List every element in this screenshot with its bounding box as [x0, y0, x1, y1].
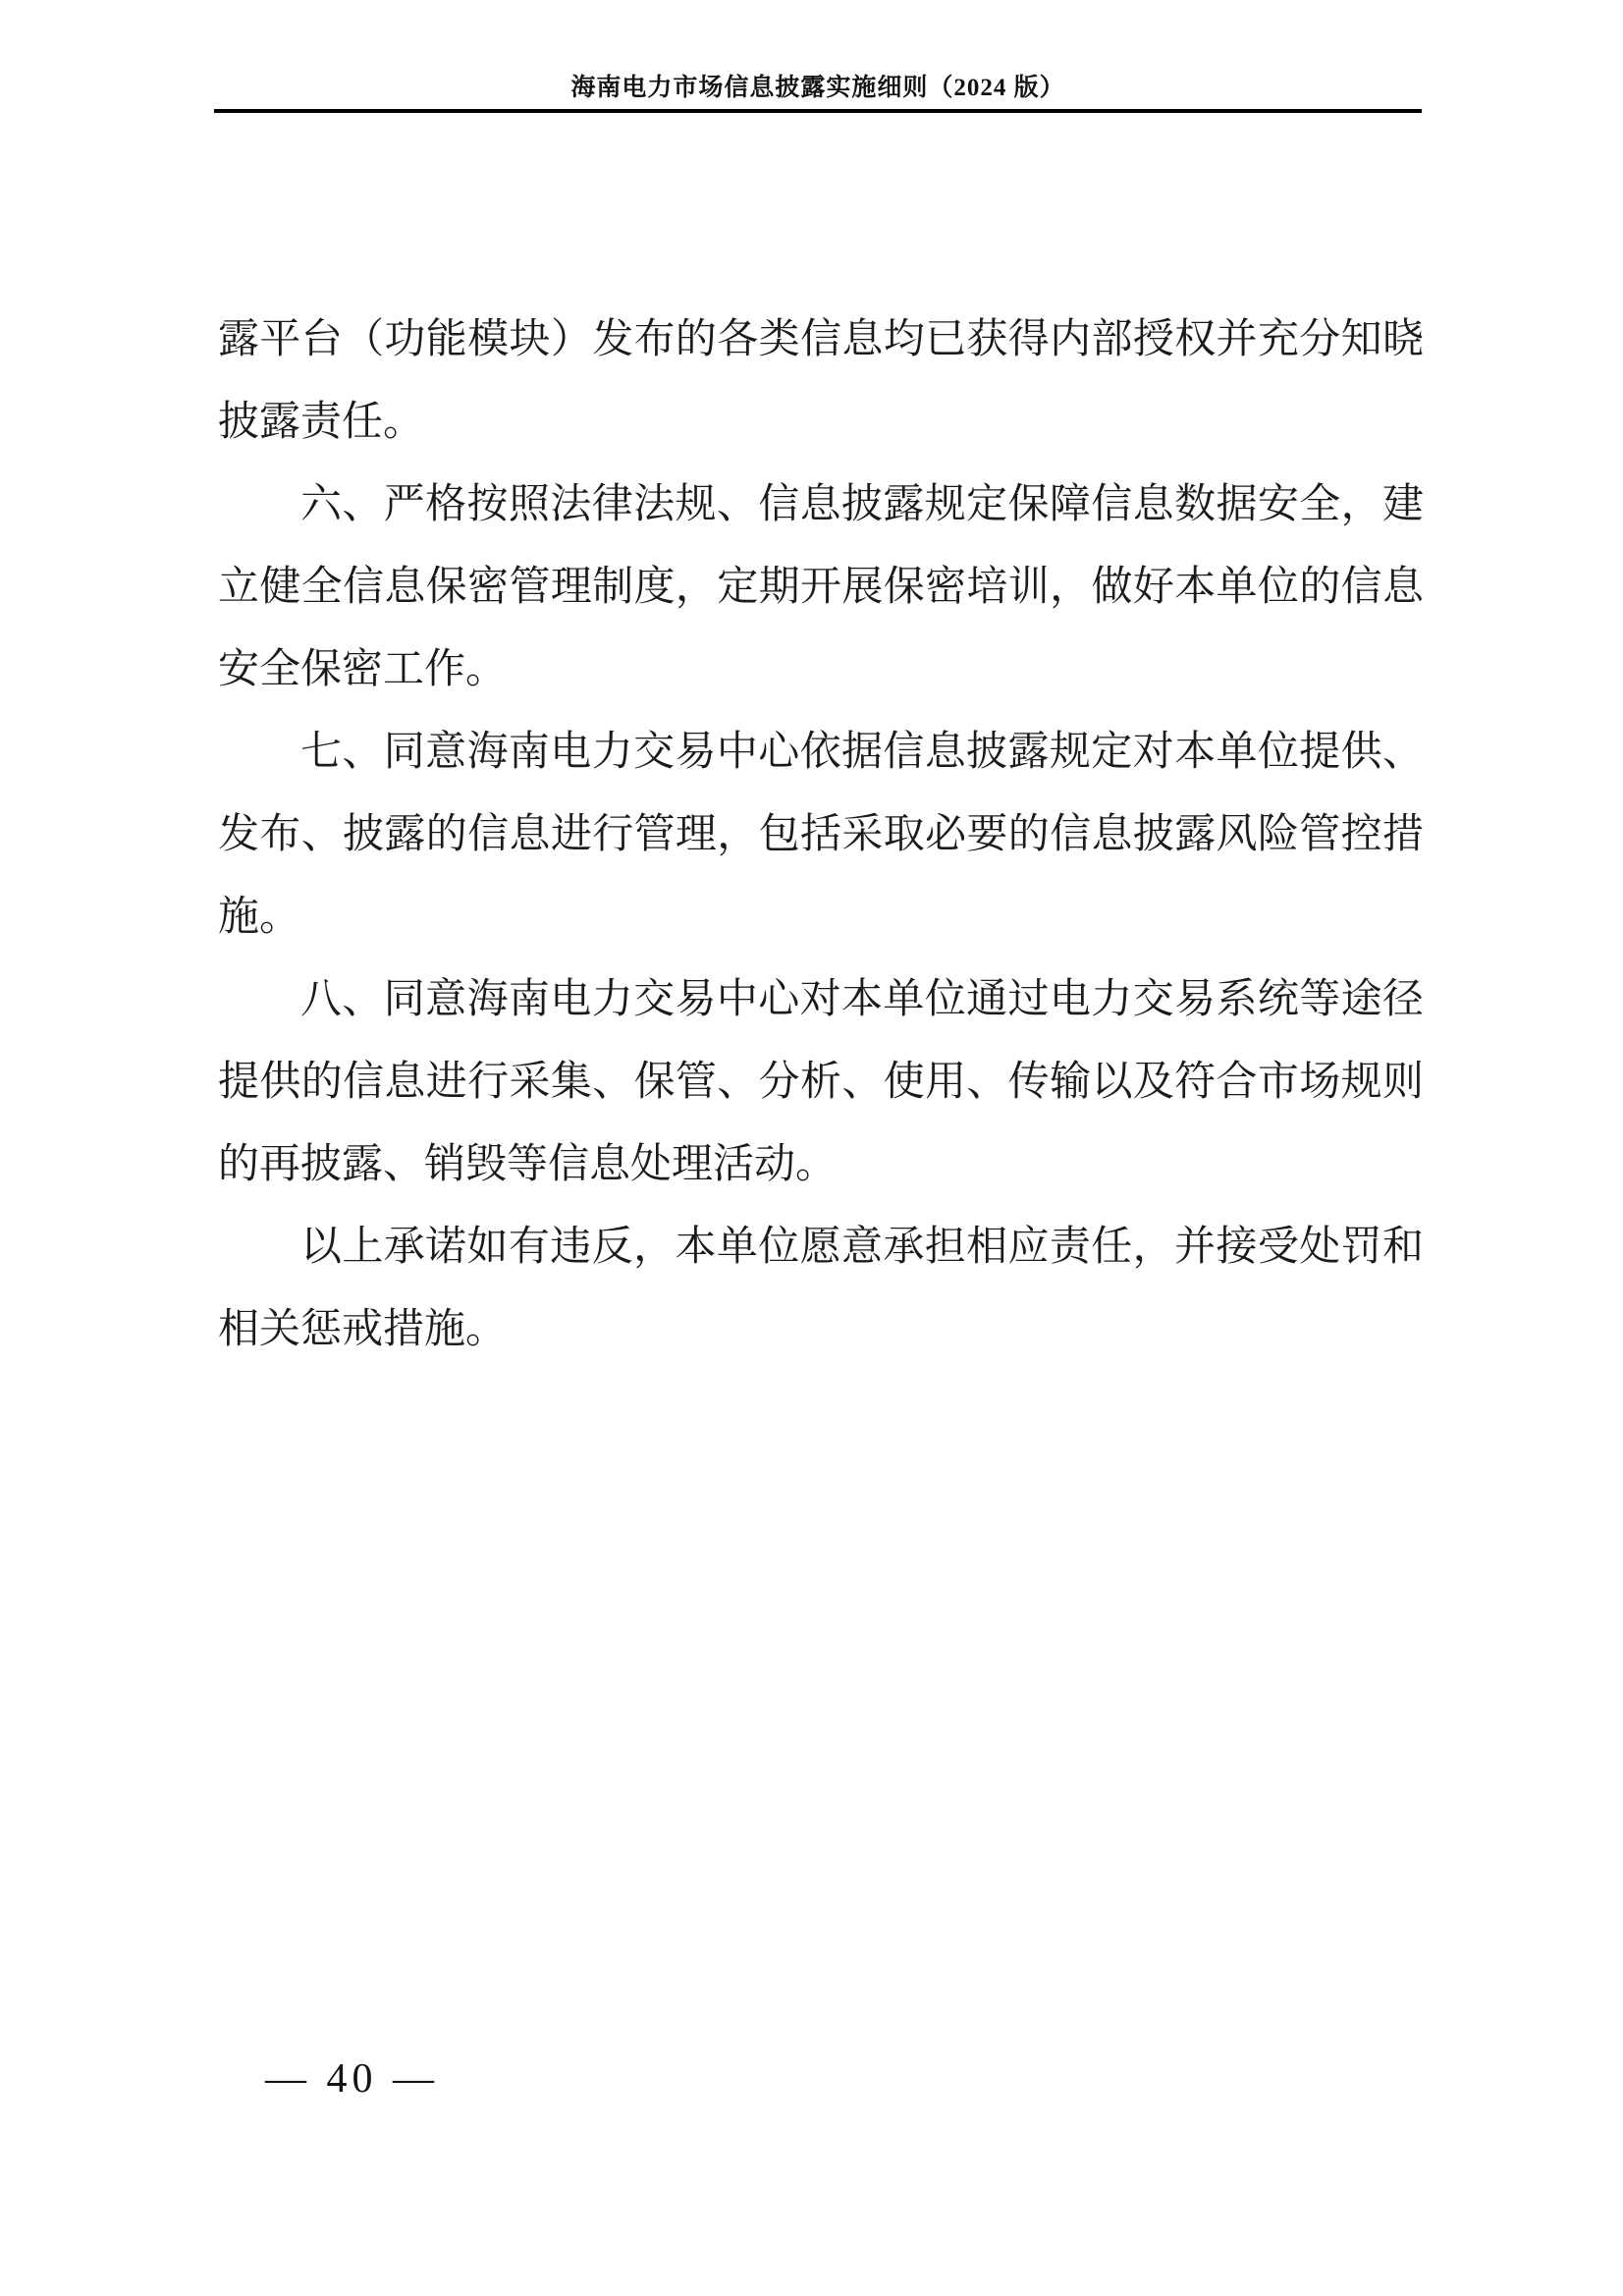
header-rule [214, 109, 1422, 113]
body-line: 发布、披露的信息进行管理，包括采取必要的信息披露风险管控措 [218, 812, 1424, 857]
body-line: 八、同意海南电力交易中心对本单位通过电力交易系统等途径 [300, 977, 1424, 1022]
body-line: 的再披露、销毁等信息处理活动。 [218, 1142, 838, 1187]
body-line: 安全保密工作。 [218, 647, 508, 692]
body-line: 露平台（功能模块）发布的各类信息均已获得内部授权并充分知晓 [218, 317, 1424, 362]
body-line: 七、同意海南电力交易中心依据信息披露规定对本单位提供、 [300, 730, 1424, 775]
body-line: 立健全信息保密管理制度，定期开展保密培训，做好本单位的信息 [218, 565, 1424, 610]
body-line: 提供的信息进行采集、保管、分析、使用、传输以及符合市场规则 [218, 1060, 1424, 1105]
body-line: 披露责任。 [218, 400, 425, 445]
page-number: — 40 — [265, 2056, 439, 2102]
document-body [218, 299, 1424, 1371]
body-line: 六、严格按照法律法规、信息披露规定保障信息数据安全，建 [300, 482, 1424, 527]
body-line: 施。 [218, 895, 301, 940]
body-line: 相关惩戒措施。 [218, 1307, 508, 1352]
body-line: 以上承诺如有违反，本单位愿意承担相应责任，并接受处罚和 [300, 1225, 1424, 1270]
header-title: 海南电力市场信息披露实施细则（2024 版） [570, 75, 1065, 101]
